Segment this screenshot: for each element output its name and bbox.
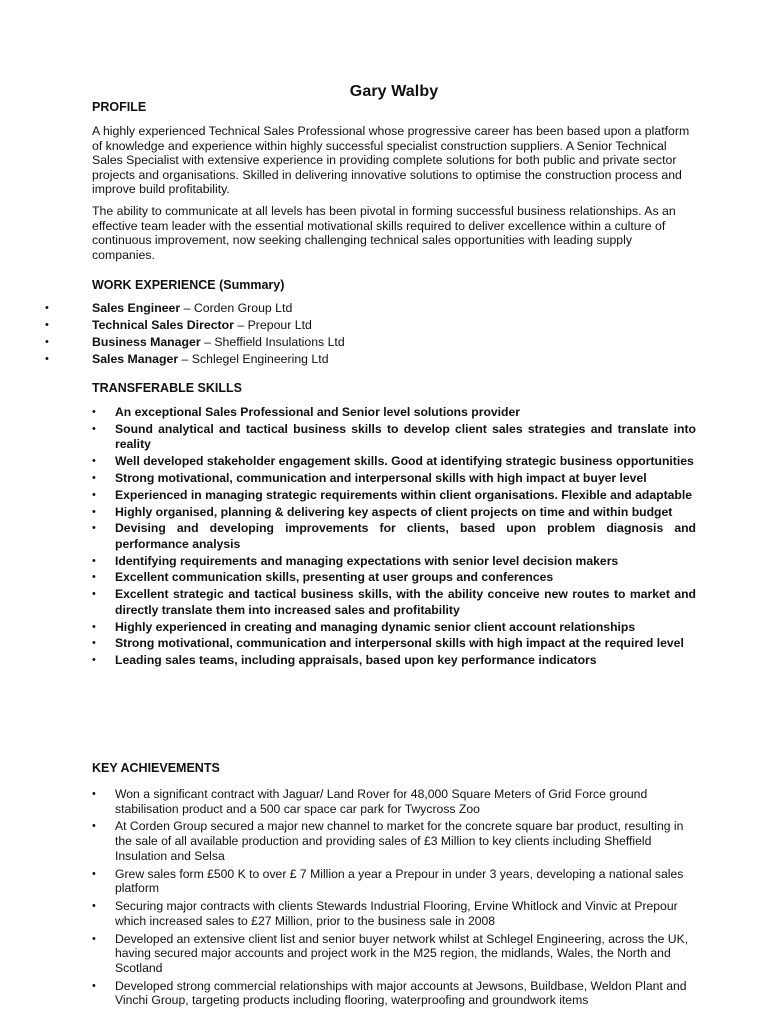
skill-item: • Devising and developing improvements for clients, based upon problem diagnosis and performance analysis: [92, 521, 696, 551]
bullet-icon: •: [92, 422, 96, 435]
work-company: – Corden Group Ltd: [180, 301, 293, 315]
skill-item: • Excellent strategic and tactical business skills, with the ability conceive new routes to market and directly translate them into increased sales and profitability: [92, 587, 696, 617]
bullet-icon: •: [92, 455, 96, 468]
skill-item: • Highly experienced in creating and managing dynamic senior client account relationships: [92, 619, 636, 634]
bullet-icon: •: [45, 319, 49, 331]
work-company: – Sheffield Insulations Ltd: [200, 335, 345, 349]
work-experience-section: [45, 278, 696, 368]
bullet-icon: •: [92, 554, 96, 567]
skill-item: • Leading sales teams, including appraisals, based upon key performance indicators: [92, 653, 597, 668]
achievement-item: • Developed an extensive client list and senior buyer network whilst at Schlegel Engineering, across the UK, having secured major accounts and project work in the M25 region, the midlands, Wales, the North and Scotland: [92, 931, 689, 975]
work-role: Sales Manager: [92, 352, 179, 366]
achievements-section: [92, 761, 696, 1011]
skill-item: • An exceptional Sales Professional and Senior level solutions provider: [92, 405, 521, 419]
candidate-name: Gary Walby: [349, 83, 439, 100]
bullet-icon: •: [92, 867, 96, 880]
work-role: Business Manager: [92, 335, 201, 349]
skills-list: [92, 405, 696, 669]
skill-item: • Highly organised, planning & delivering key aspects of client projects on time and within budget: [92, 504, 673, 519]
profile-paragraph-2: The ability to communicate at all levels has been pivotal in forming successful business relationships. As an effective team leader with the essential motivational skills required to deliver excellence within a culture of continuous improvement, now seeking challenging technical sales opportunities with leading supply companies.: [92, 203, 676, 262]
work-role: Sales Engineer: [92, 301, 181, 315]
profile-heading: PROFILE: [92, 100, 147, 114]
skill-item: • Excellent communication skills, presenting at user groups and conferences: [92, 570, 554, 585]
work-experience-list: [45, 300, 696, 368]
bullet-icon: •: [45, 302, 49, 314]
work-item: [45, 351, 696, 368]
bullet-icon: •: [92, 471, 96, 484]
bullet-icon: •: [92, 932, 96, 945]
achievement-item: • Grew sales form £500 K to over £ 7 Million a year a Prepour in under 3 years, developing a national sales platform: [92, 866, 684, 896]
work-item: [45, 300, 696, 317]
achievements-list: [92, 787, 696, 1008]
profile-section: [92, 100, 696, 262]
skill-item: • Sound analytical and tactical business skills to develop client sales strategies and translate into reality: [92, 421, 696, 452]
bullet-icon: •: [92, 488, 96, 501]
bullet-icon: •: [92, 979, 96, 992]
skill-item: • Strong motivational, communication and interpersonal skills with high impact at the required level: [92, 636, 684, 651]
skills-heading: TRANSFERABLE SKILLS: [92, 381, 242, 395]
skill-item: • Experienced in managing strategic requirements within client organisations. Flexible and adaptable: [92, 487, 693, 502]
bullet-icon: •: [92, 788, 96, 800]
bullet-icon: •: [92, 406, 96, 418]
bullet-icon: •: [45, 353, 49, 365]
skill-item: • Strong motivational, communication and interpersonal skills with high impact at buyer level: [92, 470, 647, 485]
achievement-item: • Won a significant contract with Jaguar/ Land Rover for 48,000 Square Meters of Grid Force ground stabilisation product and a 500 car space car park for Twycross Zoo: [92, 787, 648, 816]
achievement-item: • Developed strong commercial relationships with major accounts at Jewsons, Buildbase, Weldon Plant and Vinchi Group, targeting products including flooring, waterproofing and groundwork items: [92, 978, 687, 1008]
work-role: Technical Sales Director: [92, 318, 234, 332]
achievements-heading: KEY ACHIEVEMENTS: [92, 761, 220, 775]
bullet-icon: •: [92, 637, 96, 650]
skill-item: • Identifying requirements and managing expectations with senior level decision makers: [92, 553, 619, 568]
bullet-icon: •: [92, 571, 96, 584]
bullet-icon: •: [92, 820, 96, 833]
work-company: – Prepour Ltd: [233, 318, 312, 332]
skills-section: [92, 381, 696, 670]
achievement-item: • Securing major contracts with clients Stewards Industrial Flooring, Ervine Whitlock and Vinvic at Prepour which increased sales to £27 Million, prior to the business sale in 2008: [92, 899, 678, 928]
work-item: [45, 317, 696, 334]
achievement-item: • At Corden Group secured a major new channel to market for the concrete square bar product, resulting in the sale of all available production and providing sales of £3 Million to key clients including Sheffield Insulation and Selsa: [92, 819, 684, 863]
bullet-icon: •: [92, 620, 96, 633]
bullet-icon: •: [92, 900, 96, 913]
bullet-icon: •: [92, 522, 96, 535]
work-company: – Schlegel Engineering Ltd: [178, 352, 329, 366]
work-experience-heading: WORK EXPERIENCE (Summary): [92, 278, 285, 292]
skill-item: • Well developed stakeholder engagement skills. Good at identifying strategic business opportunities: [92, 454, 694, 469]
bullet-icon: •: [92, 654, 96, 667]
work-item: [45, 334, 696, 351]
bullet-icon: •: [92, 588, 96, 601]
bullet-icon: •: [45, 336, 49, 348]
profile-paragraph-1: A highly experienced Technical Sales Professional whose progressive career has been based upon a platform of knowledge and experience within highly successful specialist construction suppliers. A Senior Technical Sales Specialist with extensive experience in providing complete solutions for both public and private sector projects and organisations. Skilled in delivering innovative solutions to optimise the construction process and improve build profitability.: [92, 124, 690, 197]
bullet-icon: •: [92, 505, 96, 518]
